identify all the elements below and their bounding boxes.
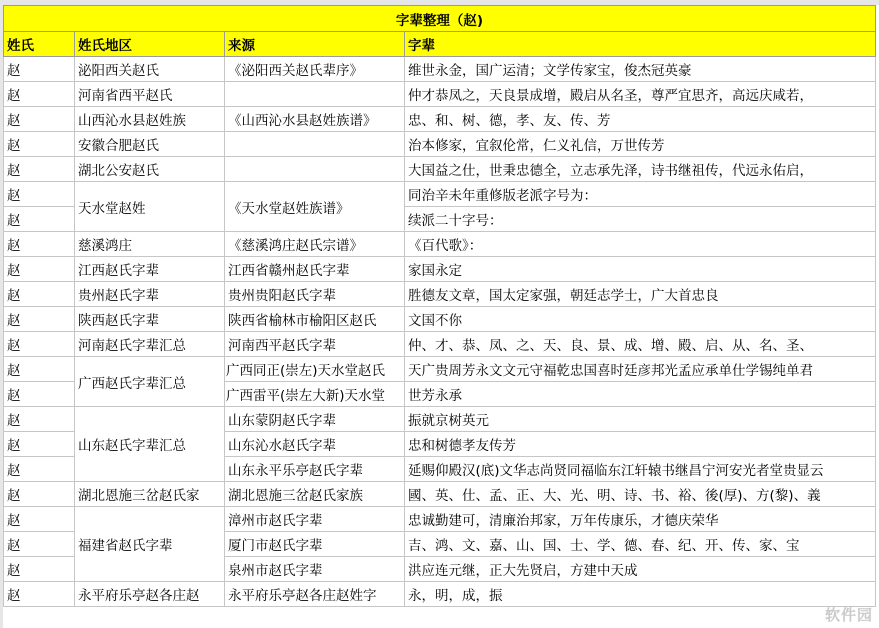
- source-cell[interactable]: 河南西平赵氏字辈: [225, 332, 405, 357]
- table-row: [4, 332, 876, 357]
- surname-cell[interactable]: 赵: [4, 457, 75, 482]
- table-row: [4, 232, 876, 257]
- generation-cell[interactable]: 振就京树英元: [405, 407, 876, 432]
- source-cell[interactable]: 《天水堂赵姓族谱》: [225, 182, 405, 232]
- generation-cell[interactable]: 仲才恭凤之，天良景成增，殿启从名圣，尊严宜思齐，高远庆咸若，: [405, 82, 876, 107]
- table-row: [4, 82, 876, 107]
- generation-cell[interactable]: 文国不你: [405, 307, 876, 332]
- generation-cell[interactable]: 续派二十字号：: [405, 207, 876, 232]
- generation-cell[interactable]: 永，明，成，振: [405, 582, 876, 607]
- source-cell[interactable]: 贵州贵阳赵氏字辈: [225, 282, 405, 307]
- surname-cell[interactable]: 赵: [4, 557, 75, 582]
- surname-cell[interactable]: 赵: [4, 282, 75, 307]
- watermark-text: 软件园: [824, 606, 873, 624]
- source-cell[interactable]: [225, 157, 405, 182]
- generation-cell[interactable]: 《百代歌》：: [405, 232, 876, 257]
- generation-cell[interactable]: 家国永定: [405, 257, 876, 282]
- table-row: [4, 507, 876, 532]
- surname-cell[interactable]: 赵: [4, 482, 75, 507]
- region-cell[interactable]: 永平府乐亭赵各庄赵: [75, 582, 225, 607]
- generation-cell[interactable]: 仲、才、恭、凤、之、天、良、景、成、增、殿、启、从、名、圣、: [405, 332, 876, 357]
- source-cell[interactable]: 广西雷平(崇左大新)天水堂: [225, 382, 405, 407]
- table-row: [4, 157, 876, 182]
- sheet-title[interactable]: 字辈整理（赵): [4, 6, 876, 32]
- generation-cell[interactable]: 维世永金，国广运清；文学传家宝，俊杰冠英豪: [405, 57, 876, 82]
- generation-cell[interactable]: 胜德友文章，国太定家强，朝廷志学士，广大首忠良: [405, 282, 876, 307]
- surname-cell[interactable]: 赵: [4, 207, 75, 232]
- surname-cell[interactable]: 赵: [4, 232, 75, 257]
- surname-cell[interactable]: 赵: [4, 257, 75, 282]
- generation-cell[interactable]: 吉、鸿、文、嘉、山、国、士、学、德、春、纪、开、传、家、宝: [405, 532, 876, 557]
- generation-cell[interactable]: 天广贵周芳永文文元守福乾忠国喜时廷彦邦光孟应承单仕学锡纯单君: [405, 357, 876, 382]
- table-row: [4, 57, 876, 82]
- table-row: [4, 282, 876, 307]
- header-generation[interactable]: 字辈: [405, 32, 876, 57]
- surname-cell[interactable]: 赵: [4, 332, 75, 357]
- source-cell[interactable]: 山东蒙阴赵氏字辈: [225, 407, 405, 432]
- source-cell[interactable]: [225, 82, 405, 107]
- generation-cell[interactable]: 同治辛未年重修版老派字号为：: [405, 182, 876, 207]
- source-cell[interactable]: 陕西省榆林市榆阳区赵氏: [225, 307, 405, 332]
- surname-cell[interactable]: 赵: [4, 82, 75, 107]
- source-cell[interactable]: 山东沁水赵氏字辈: [225, 432, 405, 457]
- surname-cell[interactable]: 赵: [4, 432, 75, 457]
- surname-cell[interactable]: 赵: [4, 107, 75, 132]
- surname-cell[interactable]: 赵: [4, 182, 75, 207]
- table-row: [4, 582, 876, 607]
- surname-cell[interactable]: 赵: [4, 357, 75, 382]
- source-cell[interactable]: 湖北恩施三岔赵氏家族: [225, 482, 405, 507]
- region-cell[interactable]: 河南省西平赵氏: [75, 82, 225, 107]
- generation-cell[interactable]: 洪应连元继，正大先贤启，方建中天成: [405, 557, 876, 582]
- generation-cell[interactable]: 忠和树德孝友传芳: [405, 432, 876, 457]
- source-cell[interactable]: 山东永平乐亭赵氏字辈: [225, 457, 405, 482]
- region-cell[interactable]: 广西赵氏字辈汇总: [75, 357, 225, 407]
- generation-cell[interactable]: 忠、和、树、德，孝、友、传、芳: [405, 107, 876, 132]
- region-cell[interactable]: 泌阳西关赵氏: [75, 57, 225, 82]
- surname-cell[interactable]: 赵: [4, 157, 75, 182]
- generation-cell[interactable]: 治本修家，宜叙伦常，仁义礼信，万世传芳: [405, 132, 876, 157]
- table-row: [4, 307, 876, 332]
- source-cell[interactable]: 《山西沁水县赵姓族谱》: [225, 107, 405, 132]
- generation-table: [3, 5, 876, 607]
- generation-cell[interactable]: 大国益之仕，世秉忠德全，立志承先泽，诗书继祖传，代远永佑启，: [405, 157, 876, 182]
- source-cell[interactable]: 泉州市赵氏字辈: [225, 557, 405, 582]
- region-cell[interactable]: 福建省赵氏字辈: [75, 507, 225, 582]
- header-surname[interactable]: 姓氏: [4, 32, 75, 57]
- surname-cell[interactable]: 赵: [4, 307, 75, 332]
- table-row: [4, 407, 876, 432]
- surname-cell[interactable]: 赵: [4, 407, 75, 432]
- header-row: [4, 32, 876, 57]
- region-cell[interactable]: 安徽合肥赵氏: [75, 132, 225, 157]
- region-cell[interactable]: 江西赵氏字辈: [75, 257, 225, 282]
- region-cell[interactable]: 陕西赵氏字辈: [75, 307, 225, 332]
- table-row: [4, 482, 876, 507]
- title-row: [4, 6, 876, 32]
- surname-cell[interactable]: 赵: [4, 532, 75, 557]
- region-cell[interactable]: 慈溪鸿庄: [75, 232, 225, 257]
- table-row: [4, 257, 876, 282]
- surname-cell[interactable]: 赵: [4, 132, 75, 157]
- table-row: [4, 182, 876, 207]
- source-cell[interactable]: 永平府乐亭赵各庄赵姓字: [225, 582, 405, 607]
- source-cell[interactable]: 江西省赣州赵氏字辈: [225, 257, 405, 282]
- region-cell[interactable]: 湖北恩施三岔赵氏家: [75, 482, 225, 507]
- table-row: [4, 357, 876, 382]
- source-cell[interactable]: [225, 132, 405, 157]
- region-cell[interactable]: 河南赵氏字辈汇总: [75, 332, 225, 357]
- source-cell[interactable]: 厦门市赵氏字辈: [225, 532, 405, 557]
- region-cell[interactable]: 贵州赵氏字辈: [75, 282, 225, 307]
- source-cell[interactable]: 广西同正(崇左)天水堂赵氏: [225, 357, 405, 382]
- region-cell[interactable]: 山西沁水县赵姓族: [75, 107, 225, 132]
- surname-cell[interactable]: 赵: [4, 507, 75, 532]
- region-cell[interactable]: 山东赵氏字辈汇总: [75, 407, 225, 482]
- header-region[interactable]: 姓氏地区: [75, 32, 225, 57]
- surname-cell[interactable]: 赵: [4, 57, 75, 82]
- generation-cell[interactable]: 忠诚勤建可，清廉治邦家，万年传康乐，才德庆荣华: [405, 507, 876, 532]
- source-cell[interactable]: 《泌阳西关赵氏辈序》: [225, 57, 405, 82]
- region-cell[interactable]: 天水堂赵姓: [75, 182, 225, 232]
- region-cell[interactable]: 湖北公安赵氏: [75, 157, 225, 182]
- surname-cell[interactable]: 赵: [4, 582, 75, 607]
- generation-cell[interactable]: 國、英、仕、孟、正、大、光、明、诗、书、裕、後(厚)、方(黎)、義: [405, 482, 876, 507]
- surname-cell[interactable]: 赵: [4, 382, 75, 407]
- source-cell[interactable]: 漳州市赵氏字辈: [225, 507, 405, 532]
- source-cell[interactable]: 《慈溪鸿庄赵氏宗谱》: [225, 232, 405, 257]
- table-row: [4, 107, 876, 132]
- generation-cell[interactable]: 延赐仰殿汉(底)文华志尚贤同福临东江轩辕书继昌宁河安光者堂贵显云: [405, 457, 876, 482]
- generation-cell[interactable]: 世芳永承: [405, 382, 876, 407]
- header-source[interactable]: 来源: [225, 32, 405, 57]
- table-row: [4, 132, 876, 157]
